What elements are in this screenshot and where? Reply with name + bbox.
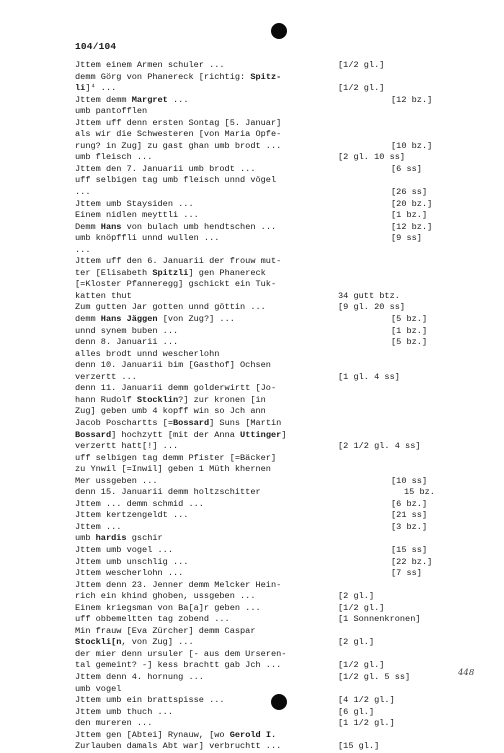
ledger-line: [0, 141, 504, 153]
entry-text: [75, 152, 152, 164]
amount-batzen: [21 ss]: [391, 510, 428, 521]
ledger-line: [0, 568, 504, 580]
entry-text: [75, 175, 276, 187]
entry-name-bold: Hans: [100, 221, 122, 232]
entry-text-segment: rung? in Zug] zu gast ghan umb brodt ...: [75, 140, 282, 151]
amount-batzen: 15 bz.: [404, 487, 435, 498]
entry-text-segment: katten thut: [75, 290, 132, 301]
amount-gulden: 34 gutt btz.: [338, 290, 400, 301]
entry-text-segment: zu Ynwil [=Inwil] geben 1 Müth khernen: [75, 464, 271, 475]
entry-text-segment: Jttem umb ein brattspisse ...: [75, 695, 225, 706]
entry-text: [75, 603, 261, 615]
entry-text-segment: rich ein khind ghoben, ussgeben ...: [75, 591, 256, 602]
entry-text-segment: Jttem einem Armen schuler ...: [75, 60, 225, 70]
amount-gulden: [1 1/2 gl.]: [338, 718, 395, 729]
entry-text: [75, 106, 147, 118]
amount-batzen: [6 bz.]: [391, 498, 428, 509]
entry-text: [75, 453, 276, 465]
entry-text: [75, 199, 194, 211]
ledger-line: [0, 441, 504, 453]
entry-text-segment: denn 11. Januarii demm golderwirtt [Jo-: [75, 383, 277, 394]
punch-hole-top: [271, 23, 287, 39]
ledger-line: [0, 510, 504, 522]
amount-batzen: [9 ss]: [391, 233, 422, 244]
entry-text: [75, 614, 230, 626]
amount-batzen: [22 bz.]: [391, 556, 433, 567]
amount-gulden: [1 gl. 4 ss]: [338, 371, 400, 382]
ledger-line: [0, 372, 504, 384]
entry-text-segment: Jttem denn 23. Jenner demm Melcker Hein-: [75, 579, 282, 590]
ledger-lines: [0, 60, 504, 753]
ledger-line: [0, 430, 504, 442]
entry-text-segment: umb pantofflen: [75, 106, 148, 117]
entry-text-segment: ...: [167, 94, 189, 105]
entry-text-segment: Jttem ...: [75, 521, 122, 532]
ledger-line: [0, 233, 504, 245]
entry-text: [75, 314, 235, 326]
amount-batzen: [6 ss]: [391, 163, 422, 174]
entry-text-segment: den mureren ...: [75, 718, 153, 729]
entry-text-segment: Jttem kertzengeldt ...: [75, 510, 189, 521]
ledger-line: [0, 464, 504, 476]
entry-text: [75, 60, 225, 72]
entry-text-segment: uff selbigen tag umb fleisch unnd vögel: [75, 175, 277, 186]
entry-text-segment: Mer ussgeben ...: [75, 475, 158, 486]
ledger-line: [0, 314, 504, 326]
amount-batzen: [10 bz.]: [391, 140, 433, 151]
entry-text-segment: demm: [75, 314, 101, 325]
ledger-line: [0, 152, 504, 164]
entry-text: [75, 649, 286, 661]
ledger-line: [0, 718, 504, 730]
ledger-line: [0, 256, 504, 268]
ledger-line: [0, 175, 504, 187]
entry-text: [75, 637, 194, 649]
ledger-line: [0, 660, 504, 672]
entry-text-segment: Jttem umb Staysiden ...: [75, 198, 194, 209]
ledger-line: [0, 707, 504, 719]
entry-text-segment: alles brodt unnd wescherlohn: [75, 348, 220, 359]
amount-batzen: [3 bz.]: [391, 521, 428, 532]
entry-text-segment: unnd synem buben ...: [75, 325, 179, 336]
ledger-line: [0, 187, 504, 199]
entry-text: [75, 741, 281, 753]
entry-text-segment: ...: [75, 244, 91, 255]
entry-text-segment: Jttem umb vogel ...: [75, 544, 173, 555]
entry-text: [75, 395, 266, 407]
entry-text-segment: Zurlauben damals Abt war] verbruchtt ...: [75, 741, 282, 752]
entry-text: [75, 118, 281, 130]
ledger-line: [0, 499, 504, 511]
entry-text-segment: ] hochzytt [mit der Anna: [111, 429, 241, 440]
ledger-line: [0, 649, 504, 661]
entry-name-bold: Bossard: [75, 429, 112, 440]
entry-text: [75, 372, 137, 384]
entry-text: [75, 522, 121, 534]
ledger-line: [0, 279, 504, 291]
entry-text-segment: umb fleisch ...: [75, 152, 153, 163]
entry-text-segment: Jttem umb unschlig ...: [75, 556, 189, 567]
entry-text: [75, 141, 281, 153]
entry-text-segment: Jttem uff denn ersten Sontag [5. Januar]: [75, 117, 282, 128]
ledger-line: [0, 360, 504, 372]
entry-text-segment: [=Kloster Pfanneregg] gschickt ein Tuk-: [75, 279, 277, 290]
ledger-line: [0, 730, 504, 742]
entry-text: [75, 279, 276, 291]
ledger-line: [0, 199, 504, 211]
ledger-line: [0, 672, 504, 684]
ledger-line: [0, 418, 504, 430]
amount-batzen: [10 ss]: [391, 475, 428, 486]
entry-name-bold: Stockli[n: [75, 637, 122, 648]
entry-text-segment: Jacob Poschartts [=: [75, 417, 173, 428]
entry-text-segment: ] Suns [Martin: [209, 417, 282, 428]
entry-text: [75, 533, 163, 545]
amount-gulden: [6 gl.]: [338, 706, 375, 717]
entry-text-segment: umb: [75, 533, 96, 544]
ledger-line: [0, 395, 504, 407]
amount-gulden: [15 gl.]: [338, 741, 380, 752]
entry-text: [75, 349, 219, 361]
entry-text: [75, 406, 266, 418]
entry-text: [75, 268, 266, 280]
entry-text: [75, 441, 178, 453]
amount-gulden: [9 gl. 20 ss]: [338, 302, 406, 313]
entry-text: [75, 129, 281, 141]
entry-text-segment: uff obbemeltten tag zobend ...: [75, 614, 230, 625]
entry-text: [75, 545, 173, 557]
punch-hole-bottom: [271, 694, 287, 710]
ledger-line: [0, 72, 504, 84]
entry-text-segment: Jttem uff den 6. Januarii der frouw mut-: [75, 256, 282, 267]
amount-gulden: [2 gl.]: [338, 591, 375, 602]
entry-text-segment: , von Zug] ...: [121, 637, 194, 648]
entry-name-bold: Spitzli: [152, 267, 189, 278]
entry-text-segment: ] gen Phanereck: [188, 267, 266, 278]
ledger-line: [0, 222, 504, 234]
entry-text-segment: Zug] geben umb 4 kopff win so Jch ann: [75, 406, 266, 417]
amount-batzen: [5 bz.]: [391, 337, 428, 348]
entry-text-segment: als wir die Schwesteren [von Maria Opfe-: [75, 129, 282, 140]
amount-gulden: [2 1/2 gl. 4 ss]: [338, 441, 421, 452]
entry-text-segment: ]⁴ ...: [85, 83, 117, 94]
entry-text-segment: ?] zur kronen [in: [178, 394, 266, 405]
amount-batzen: [12 bz.]: [391, 221, 433, 232]
handwritten-note: 448: [458, 668, 475, 678]
ledger-line: [0, 614, 504, 626]
entry-text-segment: ]: [281, 429, 287, 440]
entry-text: [75, 487, 261, 499]
entry-text-segment: Jttem denn 4. hornung ...: [75, 671, 204, 682]
entry-text: [75, 72, 281, 84]
ledger-line: [0, 487, 504, 499]
entry-text: [75, 245, 90, 257]
ledger-line: [0, 476, 504, 488]
amount-gulden: [1/2 gl.]: [338, 602, 385, 613]
ledger-line: [0, 545, 504, 557]
page-number: 104/104: [75, 41, 117, 52]
ledger-line: [0, 603, 504, 615]
ledger-line: [0, 106, 504, 118]
amount-batzen: [5 bz.]: [391, 314, 428, 325]
ledger-line: [0, 268, 504, 280]
entry-text: [75, 187, 90, 199]
ledger-line: [0, 383, 504, 395]
ledger-line: [0, 95, 504, 107]
entry-text: [75, 568, 183, 580]
amount-gulden: [1/2 gl. 5 ss]: [338, 671, 411, 682]
entry-text-segment: Demm: [75, 221, 101, 232]
amount-batzen: [20 bz.]: [391, 198, 433, 209]
ledger-line: [0, 210, 504, 222]
entry-text: [75, 672, 204, 684]
entry-text-segment: Jttem wescherlohn ...: [75, 568, 184, 579]
entry-text-segment: umb knöpffli unnd wullen ...: [75, 233, 220, 244]
entry-text-segment: Jttem ... demm schmid ...: [75, 498, 204, 509]
ledger-line: [0, 626, 504, 638]
entry-text-segment: tal gemeint? -] kess brachtt gab Jch ...: [75, 660, 282, 671]
amount-gulden: [1/2 gl.]: [338, 60, 385, 70]
entry-text-segment: gschir: [126, 533, 163, 544]
entry-text: [75, 499, 204, 511]
ledger-line: [0, 129, 504, 141]
entry-text-segment: demm Görg von Phanereck [richtig:: [75, 71, 251, 82]
amount-gulden: [1 Sonnenkronen]: [338, 614, 421, 625]
entry-name-bold: Hans Jäggen: [100, 314, 158, 325]
entry-text-segment: von bulach umb hendtschen ...: [121, 221, 277, 232]
entry-text: [75, 291, 132, 303]
entry-text-segment: verzertt ...: [75, 371, 137, 382]
ledger-line: [0, 83, 504, 95]
entry-text: [75, 95, 188, 107]
entry-text: [75, 233, 219, 245]
entry-text: [75, 718, 152, 730]
entry-name-bold: Margret: [131, 94, 168, 105]
amount-gulden: [4 1/2 gl.]: [338, 695, 395, 706]
entry-text-segment: Jttem demm: [75, 94, 132, 105]
ledger-line: [0, 60, 504, 72]
entry-text: [75, 707, 173, 719]
entry-text: [75, 302, 266, 314]
ledger-line: [0, 453, 504, 465]
entry-text-segment: Zum gutten Jar gotten unnd göttin ...: [75, 302, 266, 313]
ledger-line: [0, 591, 504, 603]
entry-text-segment: verzertt hatt[!] ...: [75, 441, 179, 452]
entry-text-segment: denn 10. Januarii bim [Gasthof] Ochsen: [75, 360, 271, 371]
entry-text: [75, 464, 271, 476]
entry-name-bold: li: [75, 83, 86, 94]
ledger-line: [0, 533, 504, 545]
entry-text: [75, 418, 281, 430]
entry-text-segment: Jttem gen [Abtei] Rynauw, [wo: [75, 729, 230, 740]
ledger-line: [0, 637, 504, 649]
entry-text: [75, 360, 271, 372]
ledger-line: [0, 406, 504, 418]
entry-text-segment: denn 15. Januarii demm holtzschitter: [75, 487, 261, 498]
entry-text: [75, 510, 188, 522]
amount-gulden: [2 gl.]: [338, 637, 375, 648]
entry-text-segment: Einem kriegsman von Ba[a]r geben ...: [75, 602, 261, 613]
amount-batzen: [12 bz.]: [391, 94, 433, 105]
entry-text-segment: der mier denn ursuler [- aus dem Urseren-: [75, 648, 287, 659]
entry-text-segment: Jttem den 7. Januarii umb brodt ...: [75, 163, 256, 174]
amount-batzen: [1 bz.]: [391, 325, 428, 336]
entry-text: [75, 730, 276, 742]
amount-batzen: [26 ss]: [391, 187, 428, 198]
entry-text: [75, 430, 286, 442]
entry-text: [75, 684, 121, 696]
entry-text: [75, 337, 178, 349]
amount-gulden: [2 gl. 10 ss]: [338, 152, 406, 163]
entry-text-segment: Min frauw [Eva Zürcher] demm Caspar: [75, 625, 256, 636]
entry-text-segment: denn 8. Januarii ...: [75, 337, 179, 348]
entry-text: [75, 557, 188, 569]
entry-text: [75, 256, 281, 268]
entry-text: [75, 695, 225, 707]
entry-text-segment: hann Rudolf: [75, 394, 137, 405]
entry-text-segment: [von Zug?] ...: [157, 314, 235, 325]
entry-name-bold: Spitz-: [250, 71, 282, 82]
ledger-line: [0, 684, 504, 696]
ledger-line: [0, 164, 504, 176]
entry-text: [75, 580, 281, 592]
entry-name-bold: Gerold I.: [229, 729, 277, 740]
entry-name-bold: hardis: [95, 533, 127, 544]
ledger-line: [0, 522, 504, 534]
entry-text: [75, 326, 178, 338]
ledger-line: [0, 557, 504, 569]
ledger-line: [0, 291, 504, 303]
ledger-line: [0, 302, 504, 314]
entry-text-segment: umb vogel: [75, 683, 122, 694]
entry-name-bold: Bossard: [173, 417, 210, 428]
entry-text-segment: Einem nidlen meyttli ...: [75, 210, 199, 221]
entry-text-segment: uff selbigen tag demm Pfister [=Bäcker]: [75, 452, 277, 463]
ledger-line: [0, 580, 504, 592]
entry-text-segment: ter [Elisabeth: [75, 267, 153, 278]
ledger-line: [0, 118, 504, 130]
entry-text: [75, 383, 276, 395]
amount-gulden: [1/2 gl.]: [338, 83, 385, 94]
entry-text-segment: ...: [75, 187, 91, 198]
amount-batzen: [7 ss]: [391, 568, 422, 579]
entry-name-bold: Uttinger: [240, 429, 282, 440]
entry-text: [75, 476, 158, 488]
entry-text: [75, 210, 199, 222]
ledger-line: [0, 741, 504, 753]
entry-name-bold: Stocklin: [136, 394, 179, 405]
amount-gulden: [1/2 gl.]: [338, 660, 385, 671]
ledger-line: [0, 326, 504, 338]
amount-batzen: [1 bz.]: [391, 210, 428, 221]
ledger-line: [0, 349, 504, 361]
entry-text: [75, 626, 256, 638]
entry-text: [75, 222, 276, 234]
ledger-line: [0, 337, 504, 349]
ledger-line: [0, 245, 504, 257]
entry-text: [75, 591, 256, 603]
entry-text: [75, 164, 256, 176]
entry-text-segment: Jttem umb thuch ...: [75, 706, 173, 717]
entry-text: [75, 83, 116, 95]
amount-batzen: [15 ss]: [391, 544, 428, 555]
entry-text: [75, 660, 281, 672]
ledger-line: [0, 695, 504, 707]
